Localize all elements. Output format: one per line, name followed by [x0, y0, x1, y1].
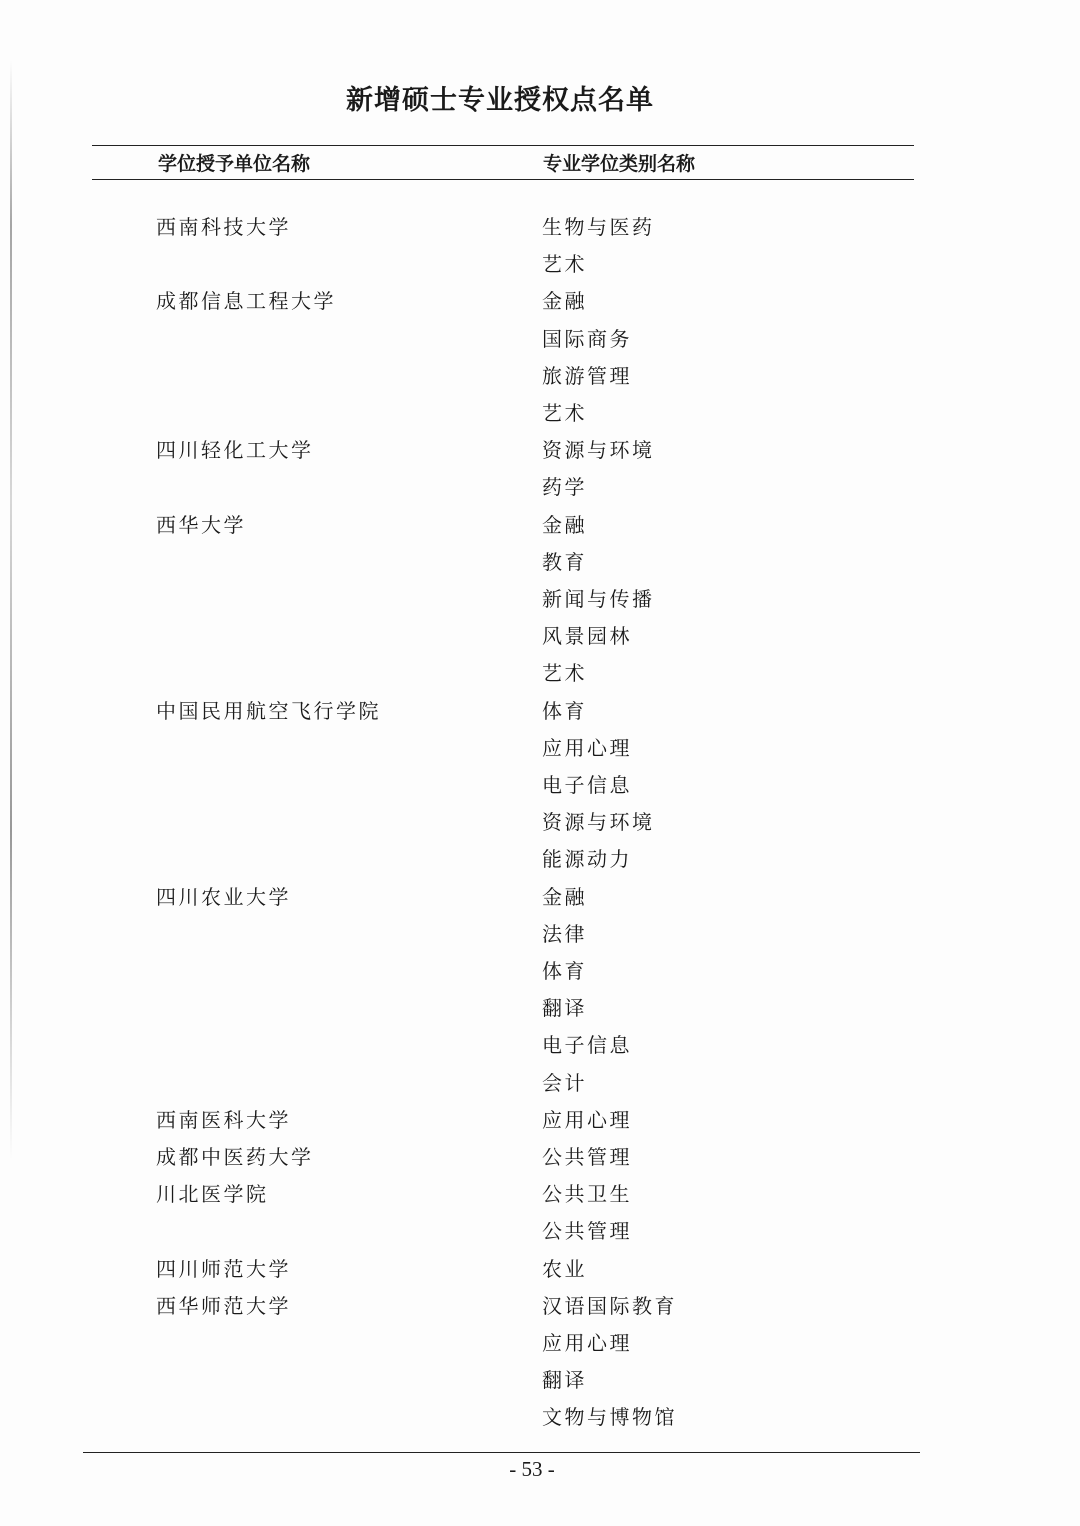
degree-category: 法律 [542, 921, 587, 946]
degree-category: 教育 [542, 549, 587, 574]
table-row [0, 1141, 1080, 1178]
degree-category: 风景园林 [542, 624, 632, 649]
degree-category: 汉语国际教育 [542, 1293, 677, 1318]
degree-category: 生物与医药 [542, 215, 655, 239]
degree-category: 农业 [542, 1256, 587, 1281]
table-row [0, 620, 1080, 657]
page-number: - 53 - [509, 1457, 555, 1481]
table-header-rule [92, 179, 914, 180]
table-row [0, 769, 1080, 806]
degree-category: 旅游管理 [542, 363, 632, 388]
table-row [0, 1178, 1080, 1215]
table-row [0, 918, 1080, 955]
university-name: 成都信息工程大学 [156, 289, 336, 314]
degree-category: 翻译 [542, 1368, 587, 1393]
degree-category: 电子信息 [542, 773, 632, 797]
table-row [0, 323, 1080, 360]
table-row [0, 843, 1080, 880]
table-row [0, 248, 1080, 285]
column-header-university: 学位授予单位名称 [158, 153, 311, 175]
table-row [0, 509, 1080, 546]
footer-rule [83, 1452, 920, 1453]
degree-category: 金融 [542, 512, 587, 537]
table-row [0, 1364, 1080, 1401]
degree-category: 会计 [542, 1070, 587, 1095]
degree-category: 资源与环境 [542, 810, 655, 835]
degree-category: 公共管理 [542, 1219, 632, 1244]
degree-category: 文物与博物馆 [542, 1405, 677, 1430]
table-row [0, 1253, 1080, 1290]
table-row [0, 1290, 1080, 1327]
degree-category: 体育 [542, 698, 587, 723]
degree-category: 能源动力 [542, 847, 632, 872]
page-title: 新增硕士专业授权点名单 [346, 85, 654, 116]
degree-category: 艺术 [542, 401, 587, 425]
university-name: 西南医科大学 [156, 1107, 291, 1132]
table-row [0, 806, 1080, 843]
degree-category: 应用心理 [542, 735, 632, 760]
table-row [0, 1215, 1080, 1252]
column-header-degree: 专业学位类别名称 [543, 153, 696, 175]
degree-category: 艺术 [542, 661, 587, 686]
table-row [0, 881, 1080, 918]
table-row [0, 1104, 1080, 1141]
university-name: 成都中医药大学 [156, 1145, 314, 1169]
university-name: 四川轻化工大学 [156, 438, 314, 463]
table-row [0, 695, 1080, 732]
table-row [0, 992, 1080, 1029]
table-row [0, 955, 1080, 992]
degree-category: 公共卫生 [542, 1182, 632, 1207]
table-row [0, 546, 1080, 583]
table-row [0, 1327, 1080, 1364]
degree-category: 药学 [542, 475, 587, 500]
table-row [0, 657, 1080, 694]
degree-category: 新闻与传播 [542, 587, 655, 611]
degree-category: 资源与环境 [542, 438, 655, 463]
table-row [0, 397, 1080, 434]
degree-category: 翻译 [542, 996, 587, 1021]
table-row [0, 211, 1080, 248]
table-row [0, 732, 1080, 769]
table-row [0, 434, 1080, 471]
table-row [0, 360, 1080, 397]
table-row [0, 1029, 1080, 1066]
degree-category: 应用心理 [542, 1331, 632, 1355]
university-name: 四川师范大学 [156, 1256, 291, 1281]
table-row [0, 285, 1080, 322]
table-row [0, 583, 1080, 620]
degree-category: 公共管理 [542, 1145, 632, 1169]
table-row [0, 471, 1080, 508]
degree-category: 应用心理 [542, 1107, 632, 1132]
university-name: 川北医学院 [156, 1182, 269, 1207]
degree-category: 金融 [542, 884, 587, 909]
degree-category: 国际商务 [542, 326, 632, 351]
table-top-rule [92, 145, 914, 146]
university-name: 西南科技大学 [156, 215, 291, 239]
degree-category: 体育 [542, 959, 587, 983]
university-name: 西华大学 [156, 512, 246, 537]
university-name: 西华师范大学 [156, 1293, 291, 1318]
university-name: 四川农业大学 [156, 884, 291, 909]
table-row [0, 1067, 1080, 1104]
degree-category: 电子信息 [542, 1033, 632, 1058]
table-row [0, 1401, 1080, 1438]
degree-category: 金融 [542, 289, 587, 314]
university-name: 中国民用航空飞行学院 [156, 698, 381, 723]
degree-category: 艺术 [542, 252, 587, 277]
